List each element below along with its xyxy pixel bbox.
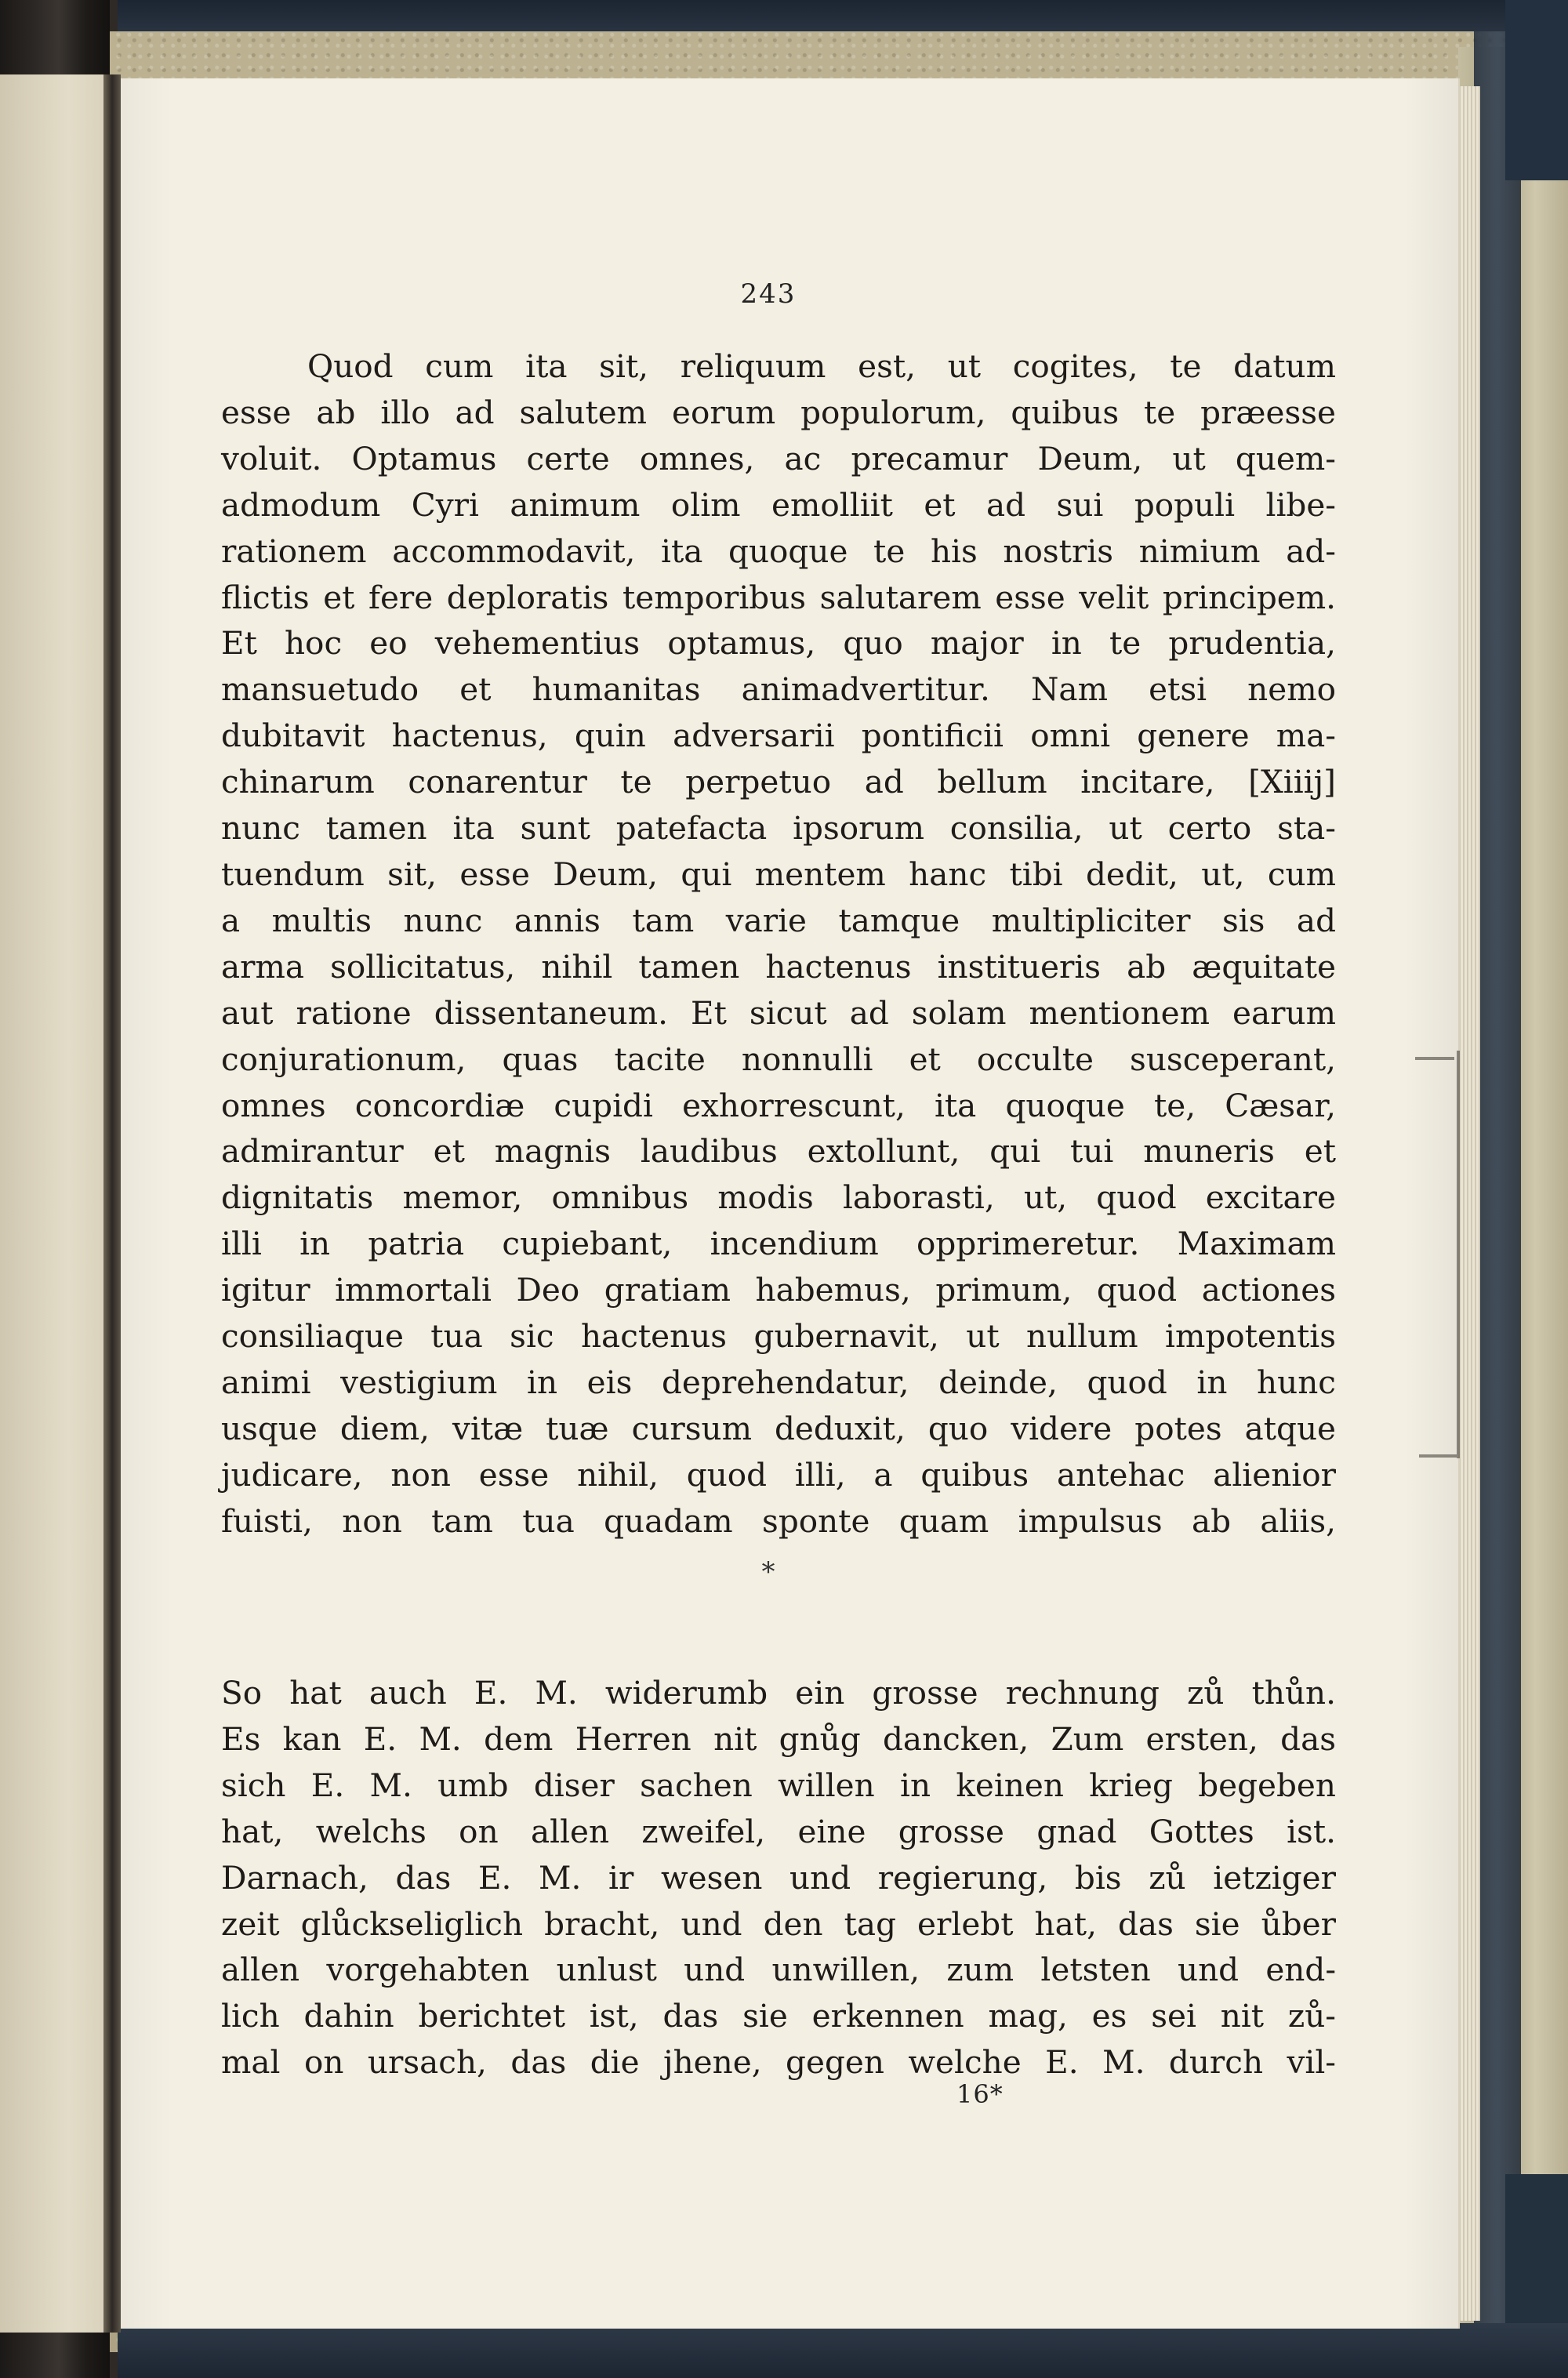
text-line: esse ab illo ad salutem eorum populorum, quibus te præesse [221,393,1336,431]
book-gutter [103,74,121,2333]
page-number: 243 [740,278,797,310]
text-line: usque diem, vitæ tuæ cursum deduxit, quo videre potes atque [221,1409,1336,1447]
text-line: a multis nunc annis tam varie tamque multipliciter sis ad [221,901,1336,939]
text-line: fuisti, non tam tua quadam sponte quam impulsus ab aliis, [221,1501,1336,1540]
text-line: sich E. M. umb diser sachen willen in keinen krieg begeben [221,1766,1336,1804]
text-line: zeit glůckseliglich bracht, und den tag erlebt hat, das sie ůber [221,1904,1336,1943]
text-line: hat, welchs on allen zweifel, eine grosse gnad Gottes ist. [221,1812,1336,1850]
margin-bracket-mark [1415,1057,1454,1060]
book-corner-top [1505,0,1568,180]
text-line: admodum Cyri animum olim emolliit et ad sui populi libe- [221,485,1336,524]
text-line: lich dahin berichtet ist, das sie erkennen mag, es sei nit zů- [221,1997,1336,2035]
text-line: omnes concordiæ cupidi exhorrescunt, ita quoque te, Cæsar, [221,1086,1336,1124]
text-line: nunc tamen ita sunt patefacta ipsorum consilia, ut certo sta- [221,809,1336,848]
book-page [118,78,1458,2329]
previous-page-sliver [0,74,114,2333]
text-line: tuendum sit, esse Deum, qui mentem hanc tibi dedit, ut, cum [221,855,1336,893]
text-line: mal on ursach, das die jhene, gegen welche E. M. durch vil- [221,2043,1336,2082]
signature-mark: 16* [956,2079,1004,2109]
text-line: dignitatis memor, omnibus modis laborasti, ut, quod excitare [221,1178,1336,1217]
text-line: mansuetudo et humanitas animadvertitur. Nam etsi nemo [221,670,1336,709]
text-line: Darnach, das E. M. ir wesen und regierung, bis zů ietziger [221,1858,1336,1897]
text-line: Et hoc eo vehementius optamus, quo major in te prudentia, [221,624,1336,663]
text-line: rationem accommodavit, ita quoque te his nostris nimium ad- [221,532,1336,570]
text-line: allen vorgehabten unlust und unwillen, zum letsten und end- [221,1951,1336,1989]
text-line: aut ratione dissentaneum. Et sicut ad solam mentionem earum [221,993,1336,1032]
text-line: flictis et fere deploratis temporibus salutarem esse velit principem. [221,578,1336,616]
text-line: arma sollicitatus, nihil tamen hactenus institueris ab æquitate [221,947,1336,986]
german-paragraph [221,1670,1336,2086]
page-stack-edges [1457,86,1480,2321]
latin-paragraph [221,343,1336,1545]
text-line: igitur immortali Deo gratiam habemus, primum, quod actiones [221,1271,1336,1309]
text-line: chinarum conarentur te perpetuo ad bellum incitare, [Xiiij] [221,763,1336,801]
book-cover-bottom [118,2323,1568,2378]
text-line: Quod cum ita sit, reliquum est, ut cogites, te datum [307,347,1336,385]
text-line: illi in patria cupiebant, incendium opprimeretur. Maximam [221,1225,1336,1263]
text-line: admirantur et magnis laudibus extollunt, qui tui muneris et [221,1132,1336,1171]
text-line: consiliaque tua sic hactenus gubernavit, ut nullum impotentis [221,1317,1336,1356]
book-cover-edge [1474,31,1521,2368]
text-line: animi vestigium in eis deprehendatur, deinde, quod in hunc [221,1363,1336,1401]
text-line: judicare, non esse nihil, quod illi, a quibus antehac alienior [221,1455,1336,1494]
text-line: dubitavit hactenus, quin adversarii pontificii omni genere ma- [221,717,1336,755]
text-line: So hat auch E. M. widerumb ein grosse rechnung zů thůn. [221,1674,1336,1712]
margin-bracket-mark [1419,1454,1457,1458]
text-line: Es kan E. M. dem Herren nit gnůg dancken, Zum ersten, das [221,1719,1336,1758]
margin-bracket-mark [1457,1051,1460,1458]
section-separator: * [761,1556,775,1588]
text-line: conjurationum, quas tacite nonnulli et occulte susceperant, [221,1040,1336,1078]
text-line: voluit. Optamus certe omnes, ac precamur Deum, ut quem- [221,439,1336,477]
